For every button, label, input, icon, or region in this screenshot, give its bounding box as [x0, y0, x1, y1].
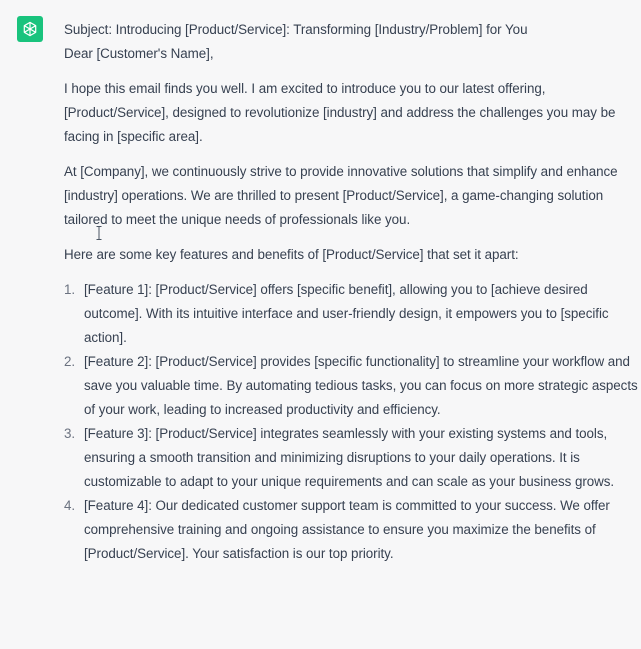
list-item	[64, 422, 639, 494]
openai-logo-icon	[21, 20, 39, 38]
assistant-avatar	[17, 16, 43, 42]
list-item-text: [Feature 3]: [Product/Service] integrates seamlessly with your existing systems and tools, ensuring a smooth transition and minimizing disruptions to your daily operations. It is customizable to adapt to your unique requirements and can scale as your business grows.	[84, 426, 615, 489]
list-item-text: [Feature 2]: [Product/Service] provides [specific functionality] to streamline your workflow and save you valuable time. By automating tedious tasks, you can focus on more strategic aspects of your work, leading to increased productivity and efficiency.	[84, 354, 638, 417]
email-subject: Subject: Introducing [Product/Service]: Transforming [Industry/Problem] for You	[64, 22, 528, 37]
email-intro-paragraph: I hope this email finds you well. I am excited to introduce you to our latest offering, [Product/Service], designed to revolutionize [industry] and address the challenges you may be facing in [specific area].	[64, 81, 616, 144]
list-item	[64, 494, 639, 566]
list-item-number: 4.	[64, 498, 76, 513]
email-company-paragraph: At [Company], we continuously strive to provide innovative solutions that simplify and enhance [industry] operations. We are thrilled to present [Product/Service], a game-changing solution tailored to meet the unique needs of professionals like you.	[64, 164, 618, 227]
features-list	[64, 278, 639, 566]
list-item-text: [Feature 4]: Our dedicated customer support team is committed to your success. We offer comprehensive training and ongoing assistance to ensure you maximize the benefits of [Product/Service]. Your satisfaction is our top priority.	[84, 498, 610, 561]
email-greeting: Dear [Customer's Name],	[64, 46, 214, 61]
assistant-message	[64, 18, 639, 566]
list-item-number: 2.	[64, 354, 76, 369]
list-item-number: 1.	[64, 282, 76, 297]
email-features-intro: Here are some key features and benefits of [Product/Service] that set it apart:	[64, 247, 519, 262]
list-item-text: [Feature 1]: [Product/Service] offers [specific benefit], allowing you to [achieve desired outcome]. With its intuitive interface and user-friendly design, it empowers you to [specific action].	[84, 282, 609, 345]
list-item-number: 3.	[64, 426, 76, 441]
list-item	[64, 278, 639, 350]
list-item	[64, 350, 639, 422]
